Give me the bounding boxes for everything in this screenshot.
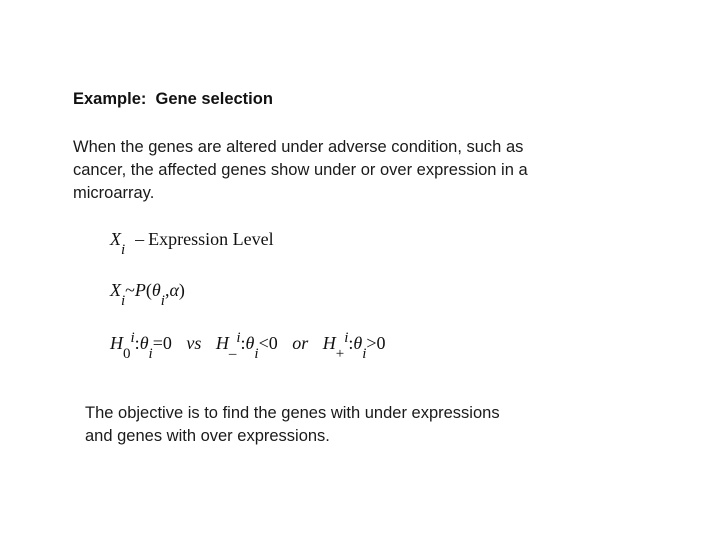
h-minus-theta-sub: i [254, 346, 259, 362]
h-plus: H [322, 333, 336, 353]
eq1-sub: i [121, 242, 126, 258]
h0: H [110, 333, 123, 353]
h-minus-sub: – [228, 346, 237, 362]
eq2-comma: , [164, 280, 170, 300]
eq2-close: ) [178, 280, 185, 300]
eq1-text: Expression Level [148, 229, 274, 249]
eq2-theta: θ [151, 280, 161, 300]
eq2-open: ( [145, 280, 152, 300]
slide-title: Example: Gene selection [73, 90, 273, 108]
h0-theta: θ [139, 333, 149, 353]
h-plus-theta: θ [353, 333, 363, 353]
h-minus-colon: : [240, 333, 246, 353]
h-minus-sup: i [236, 330, 241, 346]
h-plus-gt: >0 [366, 333, 386, 353]
h-minus: H [215, 333, 229, 353]
or-text: or [292, 333, 309, 353]
eq1-dash: – [135, 229, 145, 249]
h0-sup: i [130, 330, 135, 346]
closing-line: The objective is to find the genes with under expressions [85, 404, 500, 422]
eq1-var: X [110, 229, 121, 249]
equation-hypotheses [110, 330, 386, 362]
vs-text: vs [186, 333, 202, 353]
eq2-alpha: α [169, 280, 179, 300]
intro-line: When the genes are altered under adverse condition, such as [73, 138, 524, 156]
h-plus-sup: i [344, 330, 349, 346]
h0-sub: 0 [123, 346, 131, 362]
equation-distribution [110, 280, 185, 309]
h0-theta-sub: i [148, 346, 153, 362]
h-minus-theta: θ [245, 333, 255, 353]
equation-expression-level [110, 229, 274, 258]
closing-paragraph [85, 402, 605, 448]
intro-line: cancer, the affected genes show under or over expression in a [73, 161, 528, 179]
intro-line: microarray. [73, 184, 155, 202]
h-plus-sub: + [335, 346, 345, 362]
eq2-theta-sub: i [160, 293, 165, 309]
eq2-P: P [134, 280, 146, 300]
eq2-sub: i [121, 293, 126, 309]
h0-eq: =0 [152, 333, 172, 353]
intro-paragraph [73, 136, 593, 205]
h-plus-colon: : [348, 333, 354, 353]
eq2-var: X [110, 280, 121, 300]
h-plus-theta-sub: i [362, 346, 367, 362]
h0-colon: : [134, 333, 140, 353]
eq2-tilde: ~ [125, 280, 135, 300]
h-minus-lt: <0 [258, 333, 278, 353]
closing-line: and genes with over expressions. [85, 427, 330, 445]
